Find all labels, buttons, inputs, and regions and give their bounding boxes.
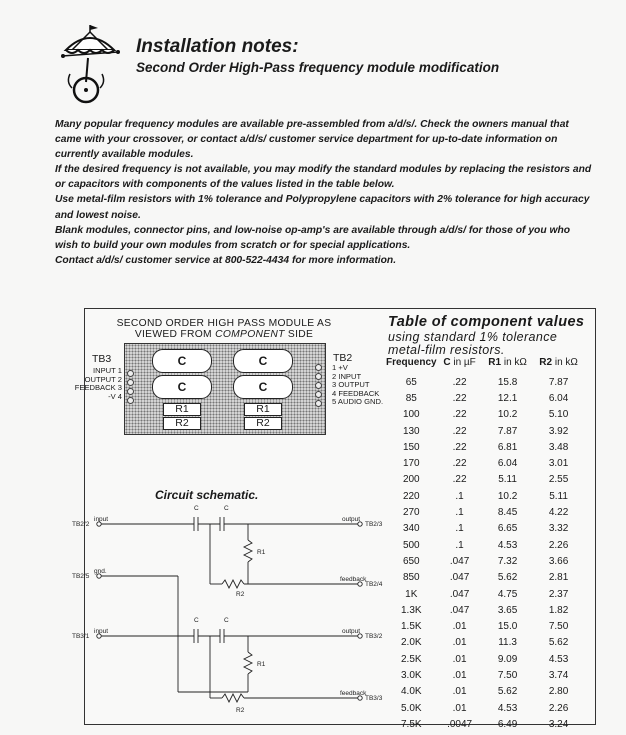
intro-paragraph: Many popular frequency modules are available pre-assembled from a/d/s/. Check the owners manual that came with your crossover, or contact a/d/s/ customer service department for up-to-date information on currently available modules. — [55, 119, 569, 161]
table-cell: 1K — [405, 588, 418, 600]
table-cell: .01 — [452, 621, 467, 633]
module-title-part: SIDE — [284, 329, 314, 340]
table-row — [386, 390, 585, 406]
table-cell: .1 — [455, 507, 464, 519]
table-cell: .22 — [452, 392, 467, 404]
schematic-label: input — [94, 516, 109, 523]
table-row — [386, 455, 585, 471]
page-subtitle: Second Order High-Pass frequency module modification — [136, 60, 500, 75]
table-cell: .22 — [452, 409, 467, 421]
table-row — [386, 586, 585, 602]
table-cell: 2.26 — [548, 702, 569, 714]
tb2-pin-label: 5 AUDIO GND. — [332, 397, 384, 407]
circuit-schematic — [60, 500, 383, 722]
schematic-label: TB3/3 — [365, 695, 383, 702]
table-row — [386, 553, 585, 569]
table-cell: 3.66 — [548, 555, 569, 567]
schematic-title: Circuit schematic. — [155, 488, 259, 502]
table-cell: .01 — [452, 669, 467, 681]
table-cell: .01 — [452, 637, 467, 649]
tb2-pin-label: 3 OUTPUT — [332, 380, 370, 390]
table-cell: 4.75 — [497, 588, 518, 600]
schematic-label: output — [342, 628, 361, 635]
table-cell: 5.0K — [401, 702, 422, 714]
table-row — [386, 700, 585, 716]
schematic-label: TB2/2 — [72, 521, 90, 528]
table-cell: 4.0K — [401, 686, 422, 698]
table-cell: 3.0K — [401, 669, 422, 681]
schematic-label: C — [224, 505, 229, 512]
table-row — [386, 537, 585, 553]
table-cell: 9.09 — [497, 653, 518, 665]
table-title: Table of component values — [388, 314, 585, 330]
table-row — [386, 651, 585, 667]
table-cell: .1 — [455, 523, 464, 535]
schematic-label: R1 — [257, 549, 266, 556]
resistor-r2: R2 — [163, 417, 201, 430]
table-cell: 11.3 — [498, 637, 517, 649]
table-subtitle-line: metal-film resistors. — [388, 342, 505, 357]
table-cell: 3.24 — [548, 718, 569, 730]
table-cell: 7.32 — [497, 555, 518, 567]
table-cell: .047 — [449, 604, 470, 616]
capacitor-c: C — [152, 349, 212, 373]
tb3-pin — [127, 370, 134, 377]
intro-paragraph: Use metal-film resistors with 1% tolerance and Polypropylene capacitors with 2% tolerance for high accuracy and lowest noise. — [55, 194, 590, 221]
table-cell: 7.87 — [497, 425, 518, 437]
table-row — [386, 684, 585, 700]
table-row — [386, 602, 585, 618]
table-cell: 15.0 — [497, 621, 518, 633]
resistor-r2: R2 — [244, 417, 282, 430]
tb3-pin — [127, 379, 134, 386]
table-cell: 65 — [405, 376, 417, 388]
schematic-label: R2 — [236, 591, 245, 598]
table-cell: 3.92 — [548, 425, 569, 437]
tb3-pin — [127, 388, 134, 395]
table-cell: 7.50 — [548, 621, 569, 633]
schematic-label: C — [194, 617, 199, 624]
column-header: R1 in kΩ — [488, 357, 527, 368]
tb3-pin-list — [60, 367, 122, 401]
table-cell: 150 — [402, 441, 420, 453]
table-cell: 850 — [402, 572, 420, 584]
schematic-label: TB2/5 — [72, 573, 90, 580]
table-cell: 500 — [402, 539, 420, 551]
table-row — [386, 472, 585, 488]
table-cell: 6.65 — [497, 523, 518, 535]
intro-paragraph: If the desired frequency is not available, you may modify the standard modules by replacing the resistors and or capacitors with components of the values listed in the table below. — [55, 164, 592, 191]
table-row — [386, 407, 585, 423]
intro-text — [55, 117, 595, 268]
schematic-label: R2 — [236, 707, 245, 714]
table-cell: 6.49 — [497, 718, 518, 730]
schematic-label: R1 — [257, 661, 266, 668]
schematic-label: input — [94, 628, 109, 635]
table-row — [386, 716, 585, 732]
table-cell: .1 — [455, 490, 464, 502]
table-cell: 8.45 — [497, 507, 518, 519]
table-cell: 3.74 — [548, 669, 569, 681]
table-cell: .22 — [452, 376, 467, 388]
table-subtitle — [388, 331, 557, 356]
tb3-pin-label: INPUT 1 — [93, 366, 122, 375]
table-row — [386, 439, 585, 455]
module-title-part: VIEWED FROM — [134, 329, 216, 340]
tb2-pin-label: 2 INPUT — [332, 371, 362, 381]
table-cell: 7.87 — [548, 376, 569, 388]
table-cell: 85 — [405, 392, 417, 404]
schematic-label: gnd. — [94, 568, 107, 575]
table-cell: 130 — [402, 425, 420, 437]
tb2-pin — [315, 400, 322, 407]
table-cell: 4.53 — [497, 702, 518, 714]
table-cell: 6.04 — [548, 392, 569, 404]
table-cell: 4.53 — [497, 539, 518, 551]
table-cell: 2.80 — [548, 686, 569, 698]
column-header: C in µF — [443, 357, 476, 368]
table-cell: 7.5K — [401, 718, 422, 730]
table-cell: 5.62 — [548, 637, 569, 649]
table-cell: 5.11 — [549, 490, 568, 502]
table-cell: 5.62 — [497, 686, 518, 698]
intro-paragraph: Contact a/d/s/ customer service at 800-522-4434 for more information. — [55, 254, 397, 266]
schematic-label: feedback — [340, 576, 367, 583]
table-cell: 3.48 — [548, 441, 569, 453]
table-cell: 2.55 — [548, 474, 569, 486]
table-cell: 5.62 — [497, 572, 518, 584]
table-row — [386, 374, 585, 390]
table-cell: 4.53 — [548, 653, 569, 665]
tb2-pin — [315, 373, 322, 380]
table-cell: .22 — [452, 474, 467, 486]
resistor-r1: R1 — [244, 403, 282, 416]
table-cell: .01 — [452, 702, 467, 714]
table-cell: 10.2 — [497, 409, 518, 421]
table-cell: 2.81 — [548, 572, 569, 584]
schematic-label: C — [194, 505, 199, 512]
table-cell: 6.04 — [497, 458, 518, 470]
schematic-label: TB2/3 — [365, 521, 383, 528]
page-title: Installation notes: — [136, 36, 299, 57]
intro-paragraph: Blank modules, connector pins, and low-noise op-amp's are available through a/d/s/ for those of you who wish to build your own modules from scratch or for special applications. — [55, 224, 571, 251]
tb2-pin — [315, 391, 322, 398]
schematic-label: feedback — [340, 690, 367, 697]
table-cell: 3.65 — [497, 604, 518, 616]
table-cell: 5.10 — [548, 409, 569, 421]
table-cell: 200 — [402, 474, 420, 486]
table-row — [386, 667, 585, 683]
table-cell: 2.0K — [401, 637, 422, 649]
tb3-pin-label: -V 4 — [108, 391, 122, 401]
module-title-line2 — [100, 329, 348, 340]
tb2-pin-list — [332, 364, 383, 407]
column-header: Frequency — [386, 357, 437, 368]
tb3-pin-label: FEEDBACK 3 — [74, 383, 122, 393]
table-cell: 3.32 — [548, 523, 569, 535]
tb2-pin — [315, 382, 322, 389]
table-cell: .0047 — [447, 718, 473, 730]
table-row — [386, 488, 585, 504]
table-cell: 6.81 — [497, 441, 518, 453]
table-cell: 650 — [402, 555, 420, 567]
tb2-pin — [315, 364, 322, 371]
capacitor-c: C — [233, 375, 293, 399]
table-cell: 270 — [402, 507, 420, 519]
circuit-board — [124, 343, 326, 435]
table-cell: 3.01 — [548, 458, 569, 470]
table-row — [386, 635, 585, 651]
table-cell: .047 — [449, 572, 470, 584]
resistor-r1: R1 — [163, 403, 201, 416]
tb2-pin-label: 4 FEEDBACK — [332, 388, 380, 398]
table-cell: .22 — [452, 441, 467, 453]
module-diagram-title — [100, 318, 348, 340]
component-values-table — [386, 357, 585, 733]
table-subtitle-line: using standard 1% tolerance — [388, 330, 558, 344]
table-cell: 2.26 — [548, 539, 569, 551]
schematic-label: C — [224, 617, 229, 624]
table-cell: .047 — [449, 588, 470, 600]
table-cell: 12.1 — [497, 392, 518, 404]
table-cell: .22 — [452, 425, 467, 437]
table-cell: 5.11 — [498, 474, 517, 486]
unicycle-tent-logo-icon — [52, 20, 128, 106]
module-title-line1: SECOND ORDER HIGH PASS MODULE AS — [116, 318, 332, 329]
tb3-label: TB3 — [92, 353, 112, 365]
table-cell: 10.2 — [497, 490, 518, 502]
table-row — [386, 521, 585, 537]
table-row — [386, 504, 585, 520]
schematic-label: output — [342, 516, 361, 523]
table-cell: .22 — [452, 458, 467, 470]
table-row — [386, 618, 585, 634]
table-cell: 1.3K — [401, 604, 422, 616]
capacitor-c: C — [152, 375, 212, 399]
table-cell: 170 — [402, 458, 420, 470]
table-cell: .01 — [452, 686, 467, 698]
table-cell: .1 — [455, 539, 464, 551]
table-cell: 340 — [402, 523, 420, 535]
table-cell: .01 — [452, 653, 467, 665]
table-row — [386, 423, 585, 439]
table-cell: 2.5K — [401, 653, 422, 665]
schematic-label: TB3/2 — [365, 633, 383, 640]
schematic-label: TB2/4 — [365, 581, 383, 588]
table-header-row — [386, 357, 585, 374]
table-cell: .047 — [449, 555, 470, 567]
tb2-label: TB2 — [333, 352, 353, 364]
tb3-pin-label: OUTPUT 2 — [84, 374, 122, 384]
table-cell: 220 — [402, 490, 420, 502]
table-cell: 15.8 — [497, 376, 518, 388]
table-cell: 4.22 — [548, 507, 569, 519]
schematic-label: TB3/1 — [72, 633, 90, 640]
table-cell: 7.50 — [497, 669, 518, 681]
tb3-pin — [127, 397, 134, 404]
tb2-pin-label: 1 +V — [332, 363, 348, 372]
table-cell: 1.5K — [401, 621, 422, 633]
table-cell: 100 — [402, 409, 420, 421]
table-row — [386, 570, 585, 586]
table-cell: 1.82 — [548, 604, 569, 616]
module-title-emphasis: COMPONENT — [215, 329, 285, 340]
capacitor-c: C — [233, 349, 293, 373]
column-header: R2 in kΩ — [539, 357, 578, 368]
table-cell: 2.37 — [548, 588, 569, 600]
